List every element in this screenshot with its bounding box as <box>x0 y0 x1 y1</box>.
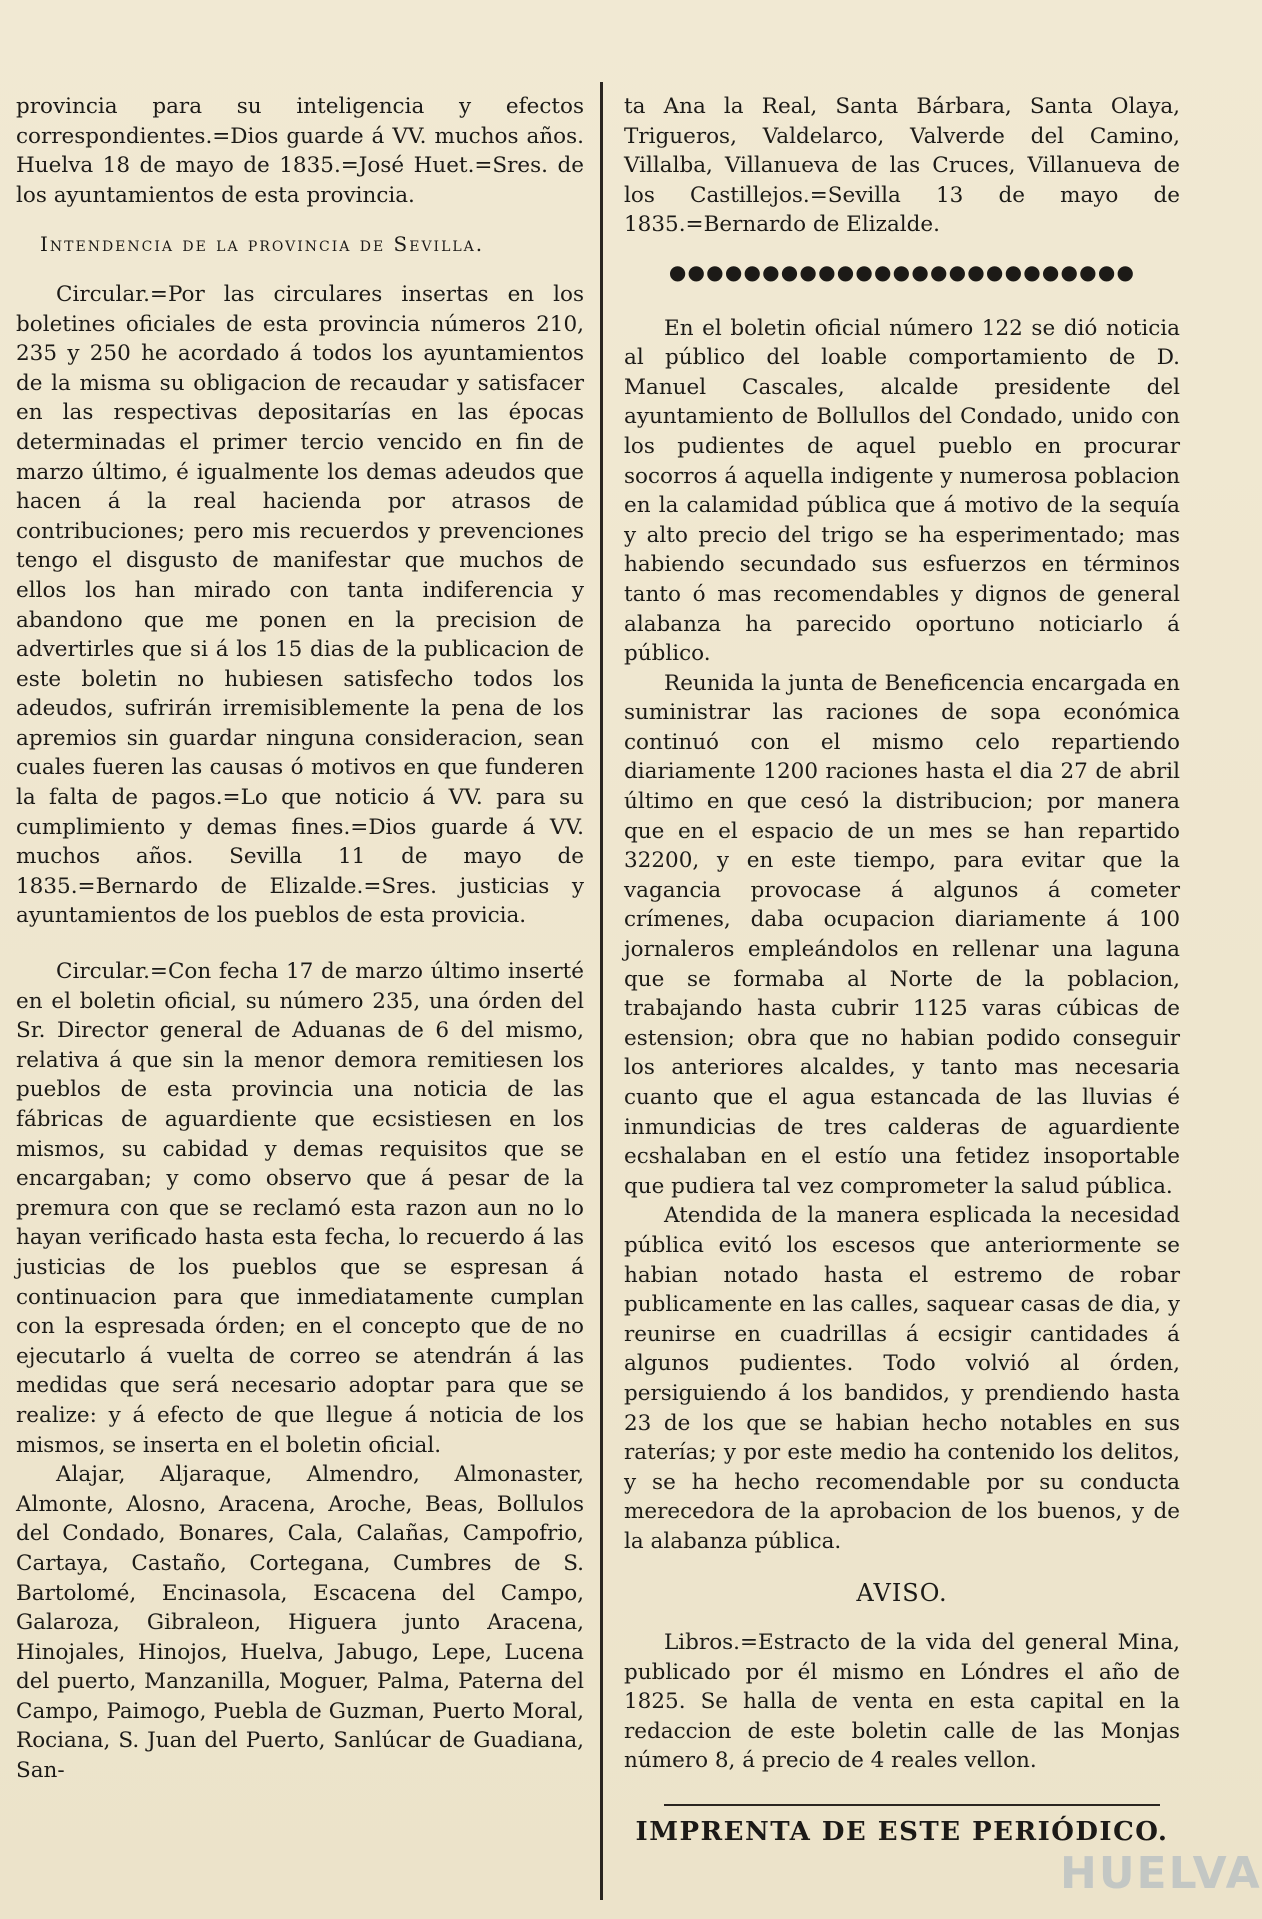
opening-text: provincia para su inteligencia y efectos correspondientes.=Dios guarde á VV. muchos años. Huelva 18 de mayo de 1835.=José Huet.=Sres. de los ayuntamientos de esta provincia. <box>16 94 584 208</box>
town-list: Alajar, Aljaraque, Almendro, Almonaster, Almonte, Alosno, Aracena, Aroche, Beas, Bollulos del Condado, Bonares, Cala, Calañas, Campofrio, Cartaya, Castaño, Cortegana, Cumbres de S. Bartolomé, Encinasola, Escacena del Campo, Galaroza, Gibraleon, Higuera junto Aracena, Hinojales, Hinojos, Huelva, Jabugo, Lepe, Lucena del puerto, Manzanilla, Moguer, Palma, Paterna del Campo, Paimogo, Puebla de Guzman, Puerto Moral, Rociana, S. Juan del Puerto, Sanlúcar de Guadiana, San- <box>16 1462 584 1784</box>
towns-continuation: ta Ana la Real, Santa Bárbara, Santa Olaya, Trigueros, Valdelarco, Valverde del Camino, Villalba, Villanueva de las Cruces, Villanueva de los Castillejos.=Sevilla 13 de mayo de 1835.=Bernardo de Elizalde. <box>624 94 1180 238</box>
column-divider <box>600 82 603 1900</box>
imprint-line: IMPRENTA DE ESTE PERIÓDICO. <box>635 1817 1169 1848</box>
circular-2: Circular.=Con fecha 17 de marzo último inserté en el boletin oficial, su número 235, una órden del Sr. Director general de Aduanas de 6 del mismo, relativa á que sin la menor demora remitiesen los pueblos de esta provincia una noticia de las fábricas de aguardiente que ecsistiesen en los mismos, su cabidad y demas requisitos que se encargaban; y como observo que á pesar de la premura con que se reclamó esta razon aun no lo hayan verificado hasta esta fecha, lo recuerdo á las justicias de los pueblos que se espresan á continuacion para que inmediatamente cumplan con la espresada órden; en el concepto que de no ejecutarlo á vuelta de correo se atendrán á las medidas que será necesario adoptar para que se realize: y á efecto de que llegue á noticia de los mismos, se inserta en el boletin oficial. <box>16 959 584 1458</box>
ornament-divider: ●●●●●●●●●●●●●●●●●●●●●●●●● <box>668 259 1136 284</box>
circular-1: Circular.=Por las circulares insertas en los boletines oficiales de esta provincia números 210, 235 y 250 he acordado á todos los ayuntamientos de la misma su obligacion de recaudar y satisfacer en las respectivas depositarías en las épocas determinadas el primer tercio vencido en fin de marzo último, é igualmente los demas adeudos que hacen á la real hacienda por atrasos de contribuciones; pero mis recuerdos y prevenciones tengo el disgusto de manifestar que muchos de ellos los han mirado con tanta indiferencia y abandono que me ponen en la precision de advertirles que si á los 15 dias de la publicacion de este boletin no hubiesen satisfecho todos los adeudos, sufrirán irremisiblemente la pena de los apremios sin guardar ninguna consideracion, sean cuales fueren las causas ó motivos en que funderen la falta de pagos.=Lo que noticio á VV. para su cumplimiento y demas fines.=Dios guarde á VV. muchos años. Sevilla 11 de mayo de 1835.=Bernardo de Elizalde.=Sres. justicias y ayuntamientos de los pueblos de esta provicia. <box>16 281 584 929</box>
left-column <box>16 92 584 1786</box>
archive-watermark: HUELVA <box>1060 1848 1262 1899</box>
right-column <box>624 92 1180 1848</box>
paragraph-1: En el boletin oficial número 122 se dió noticia al público del loable comportamiento de D. Manuel Cascales, alcalde presidente del ayuntamiento de Bollullos del Condado, unido con los pudientes de aquel pueblo en procurar socorros á aquella indigente y numerosa poblacion en la calamidad pública que á motivo de la sequía y alto precio del trigo se ha esperimentado; mas habiendo secundado sus esfuerzos en términos tanto ó mas recomendables y dignos de general alabanza ha parecido oportuno noticiarlo á público. <box>624 315 1180 667</box>
aviso-heading: AVISO. <box>856 1578 948 1607</box>
paragraph-3: Atendida de la manera esplicada la necesidad pública evitó los escesos que anteriormente se habian notado hasta el estremo de robar publicamente en las calles, saquear casas de dia, y reunirse en cuadrillas á ecsigir cantidades á algunos pudientes. Todo volvió al órden, persiguiendo á los bandidos, y prendiendo hasta 23 de los que se habian hecho notables en sus raterías; y por este medio ha contenido los delitos, y se ha hecho recomendable por su conducta merecedora de la aprobacion de los buenos, y de la alabanza pública. <box>624 1203 1180 1554</box>
paragraph-2: Reunida la junta de Beneficencia encargada en suministrar las raciones de sopa económica continuó con el mismo celo repartiendo diariamente 1200 raciones hasta el dia 27 de abril último en que cesó la distribucion; por manera que en el espacio de un mes se han repartido 32200, y en este tiempo, para evitar que la vagancia provocase á algunos á cometer crímenes, daba ocupacion diariamente á 100 jornaleros empleándolos en rellenar una laguna que se formaba al Norte de la poblacion, trabajando hasta cubrir 1125 varas cúbicas de estension; obra que no habian podido conseguir los anteriores alcaldes, y tanto mas necesaria cuanto que el agua estancada de las lluvias é inmundicias de tres calderas de aguardiente ecshalaban en el estío una fetidez insoportable que pudiera tal vez comprometer la salud pública. <box>624 670 1180 1199</box>
section-heading: Intendencia de la provincia de Sevilla. <box>40 232 485 257</box>
imprint-rule <box>664 1804 1160 1806</box>
aviso-text: Libros.=Estracto de la vida del general Mina, publicado por él mismo en Lóndres el año de 1825. Se halla de venta en esta capital en la redaccion de este boletin calle de las Monjas número 8, á precio de 4 reales vellon. <box>624 1630 1180 1774</box>
